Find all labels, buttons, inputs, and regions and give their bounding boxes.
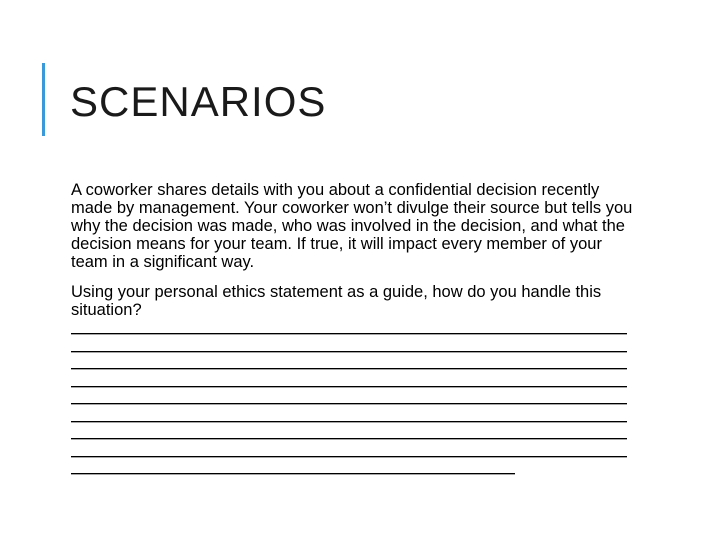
slide-title: SCENARIOS bbox=[70, 78, 327, 125]
answer-line bbox=[71, 403, 627, 404]
answer-line bbox=[71, 456, 627, 457]
answer-line bbox=[71, 333, 627, 334]
answer-line bbox=[71, 368, 627, 369]
answer-line bbox=[71, 351, 627, 352]
answer-line-last bbox=[71, 473, 515, 474]
answer-line bbox=[71, 421, 627, 422]
title-accent-bar bbox=[42, 63, 45, 136]
scenario-paragraph: A coworker shares details with you about a confidential decision recently made by management. Your coworker won’t divulge their source but tells you why the decision was made, who was involved in the decision, and what the decision means for your team. If true, it will impact every member of your team in a significant way. bbox=[71, 181, 633, 271]
question-paragraph: Using your personal ethics statement as a guide, how do you handle this situation? bbox=[71, 283, 602, 319]
answer-line bbox=[71, 386, 627, 387]
answer-lines bbox=[71, 333, 641, 476]
answer-line bbox=[71, 438, 627, 439]
slide-content bbox=[71, 181, 641, 491]
